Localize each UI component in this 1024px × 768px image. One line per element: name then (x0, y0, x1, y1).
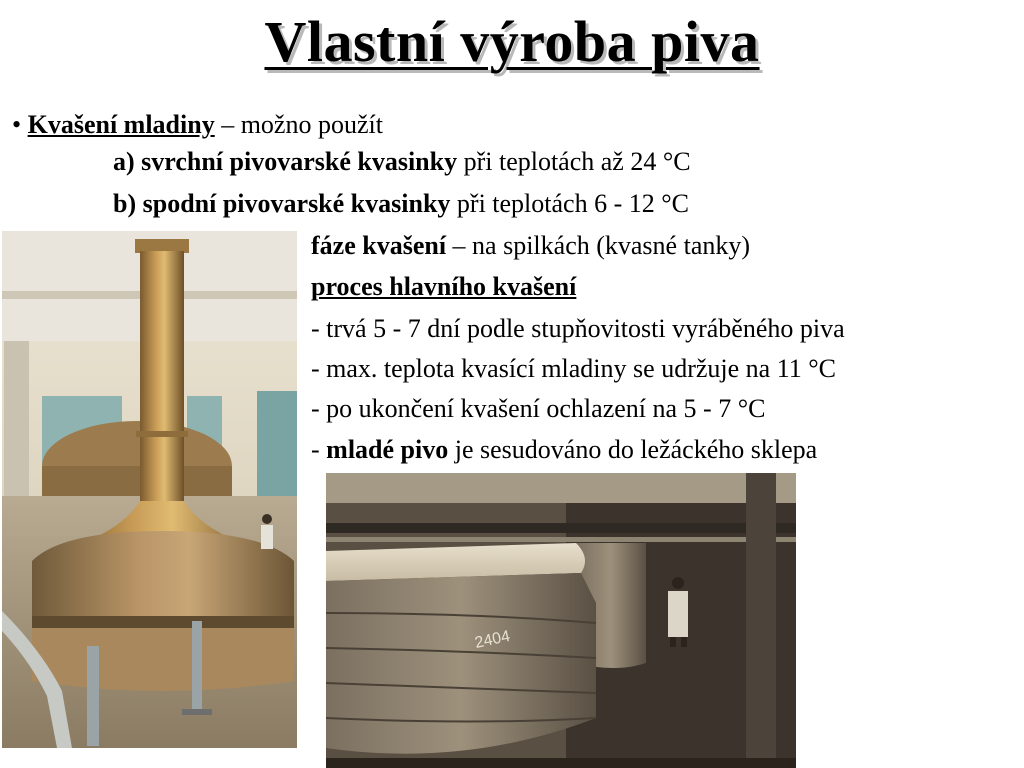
process-point-1: - trvá 5 - 7 dní podle stupňovitosti vyráběného piva (311, 314, 845, 343)
option-top-yeast (113, 147, 691, 177)
phase-label: fáze kvašení (311, 231, 447, 260)
point-4-prefix: - (311, 435, 327, 464)
option-a-label: a) svrchní pivovarské kvasinky (113, 147, 458, 176)
young-beer-label: mladé pivo (326, 435, 449, 464)
brew-kettle-photo (2, 231, 297, 748)
fermentation-vats-photo (326, 473, 796, 768)
process-point-2: - max. teplota kvasící mladiny se udržuje na 11 °C (311, 354, 836, 383)
process-point-3: - po ukončení kvašení ochlazení na 5 - 7 °C (311, 394, 766, 423)
option-b-text: při teplotách 6 - 12 °C (450, 189, 689, 218)
page-title: Vlastní výroba piva (264, 9, 760, 74)
phase-text: – na spilkách (kvasné tanky) (446, 231, 751, 260)
option-b-label: b) spodní pivovarské kvasinky (113, 189, 451, 218)
bullet-symbol: • (12, 110, 22, 139)
bullet-item-fermentation (12, 110, 383, 140)
fermentation-heading: Kvašení mladiny (27, 110, 215, 139)
process-heading: proces hlavního kvašení (311, 272, 577, 301)
option-bottom-yeast (113, 189, 689, 219)
process-point-4 (311, 435, 817, 465)
vat-number-label: 2404 (473, 627, 512, 652)
fermentation-phase-line (311, 231, 750, 261)
fermentation-intro: – možno použít (214, 110, 383, 139)
option-a-text: při teplotách až 24 °C (457, 147, 691, 176)
point-4-text: je sesudováno do ležáckého sklepa (448, 435, 818, 464)
